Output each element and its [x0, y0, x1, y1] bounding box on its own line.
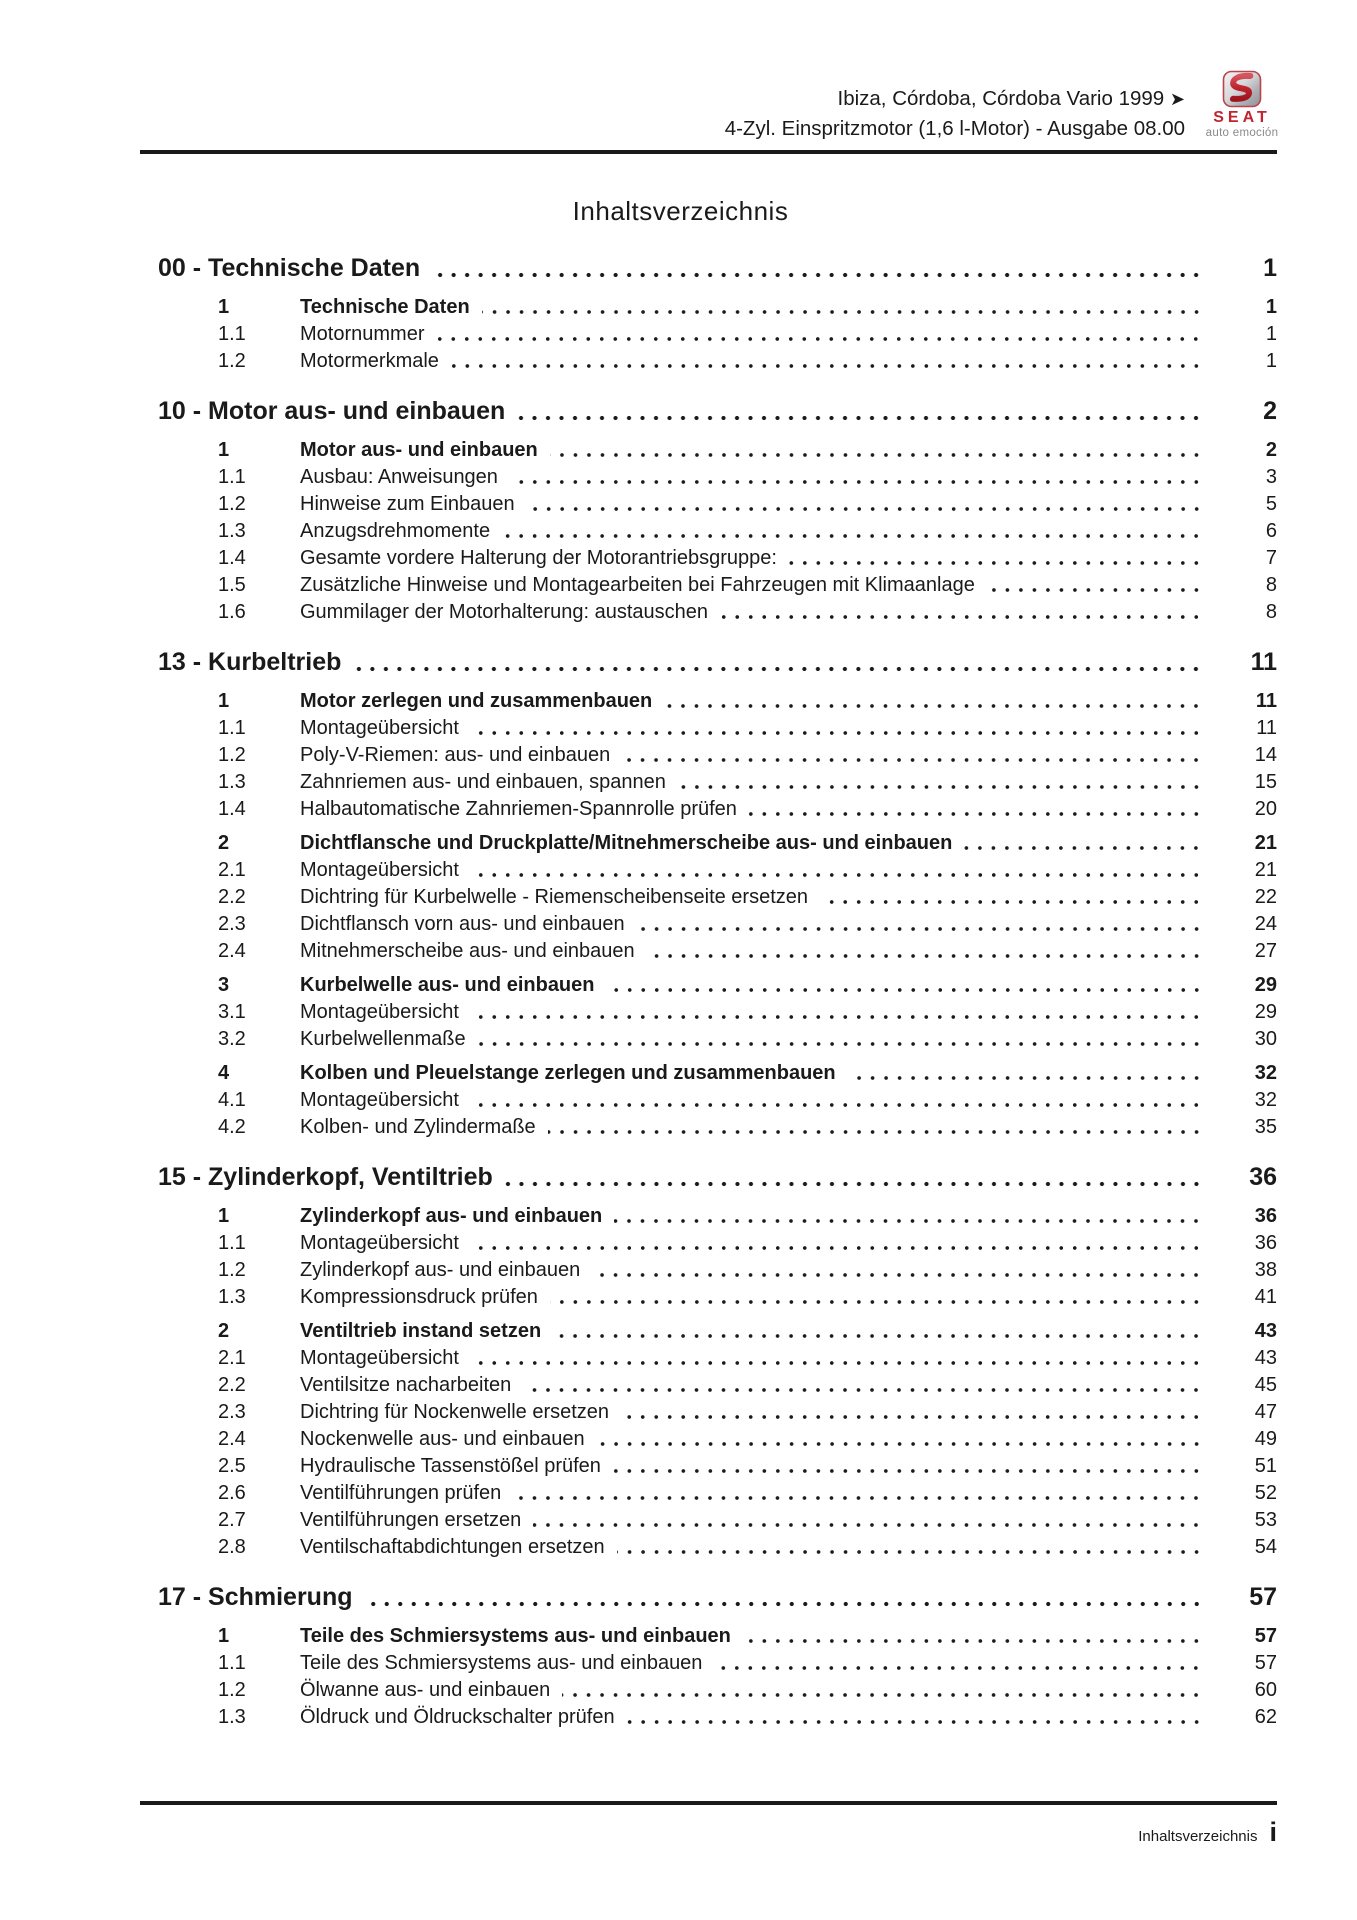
header-line2: 4-Zyl. Einspritzmotor (1,6 l-Motor) - Ausgabe 08.00 — [724, 117, 1185, 140]
header-model-text: Ibiza, Córdoba, Córdoba Vario 1999 — [837, 87, 1165, 110]
section-heading-label: 13 - Kurbeltrieb — [158, 648, 342, 676]
toc-entry — [158, 830, 1277, 857]
entry-page-number: 36 — [1254, 1232, 1277, 1254]
toc-entry — [158, 742, 1277, 769]
entry-title: Öldruck und Öldruckschalter prüfen — [300, 1706, 615, 1728]
entry-title: Motor aus- und einbauen — [300, 439, 538, 461]
toc-section-heading — [158, 1161, 1277, 1194]
dot-leader — [621, 1414, 1203, 1420]
entry-page-number: 2 — [1265, 439, 1277, 461]
entry-page-number: 53 — [1254, 1509, 1277, 1531]
dot-leader — [562, 1692, 1203, 1698]
entry-page-number: 29 — [1254, 974, 1277, 996]
dot-leader — [550, 452, 1203, 458]
entry-number: 2.3 — [218, 1401, 246, 1423]
entry-number: 2.2 — [218, 886, 246, 908]
toc-section — [158, 1161, 1277, 1561]
toc-entry — [158, 518, 1277, 545]
dot-leader — [510, 479, 1203, 485]
entry-number: 1.3 — [218, 1286, 246, 1308]
toc-entry — [158, 688, 1277, 715]
toc-entry — [158, 1060, 1277, 1087]
entry-title: Zusätzliche Hinweise und Montagearbeiten bei Fahrzeugen mit Klimaanlage — [300, 574, 975, 596]
dot-leader — [548, 1129, 1203, 1135]
entry-page-number: 32 — [1254, 1062, 1277, 1084]
entry-number: 4 — [218, 1062, 230, 1084]
toc-entry — [158, 972, 1277, 999]
entry-title: Kurbelwellenmaße — [300, 1028, 466, 1050]
seat-wordmark: SEAT — [1213, 109, 1271, 126]
entry-number: 1.2 — [218, 744, 246, 766]
footer-label: Inhaltsverzeichnis — [1138, 1828, 1258, 1845]
entry-page-number: 32 — [1254, 1089, 1277, 1111]
entry-page-number: 43 — [1254, 1320, 1277, 1342]
entry-page-number: 47 — [1254, 1401, 1277, 1423]
entry-number: 1.1 — [218, 466, 246, 488]
entry-number: 4.1 — [218, 1089, 246, 1111]
entry-title: Ventilführungen ersetzen — [300, 1509, 522, 1531]
entry-page-number: 6 — [1265, 520, 1277, 542]
entry-number: 2.3 — [218, 913, 246, 935]
dot-leader — [987, 587, 1203, 593]
dot-leader — [550, 1299, 1203, 1305]
toc-entry — [158, 1372, 1277, 1399]
toc-entry — [158, 857, 1277, 884]
dot-leader — [617, 1549, 1203, 1555]
section-page-number: 11 — [1250, 648, 1277, 676]
dot-leader — [597, 1441, 1203, 1447]
entry-page-number: 11 — [1255, 690, 1277, 712]
entry-title: Hydraulische Tassenstößel prüfen — [300, 1455, 601, 1477]
dot-leader — [527, 506, 1203, 512]
entry-page-number: 14 — [1254, 744, 1277, 766]
toc-entry — [158, 1453, 1277, 1480]
entry-title: Ventilsitze nacharbeiten — [300, 1374, 512, 1396]
section-page-number: 36 — [1249, 1163, 1277, 1191]
entry-page-number: 22 — [1254, 886, 1277, 908]
toc-entry — [158, 1203, 1277, 1230]
entry-title: Zylinderkopf aus- und einbauen — [300, 1205, 603, 1227]
entry-title: Motornummer — [300, 323, 425, 345]
toc-entry — [158, 1318, 1277, 1345]
dot-leader — [471, 1360, 1203, 1366]
dot-leader — [743, 1638, 1203, 1644]
entry-page-number: 11 — [1256, 717, 1277, 739]
entry-page-number: 24 — [1254, 913, 1277, 935]
entry-title: Nockenwelle aus- und einbauen — [300, 1428, 585, 1450]
entry-page-number: 36 — [1254, 1205, 1277, 1227]
entry-number: 1 — [218, 1625, 230, 1647]
dot-leader — [820, 899, 1203, 905]
entry-page-number: 20 — [1254, 798, 1277, 820]
toc-entry — [158, 1026, 1277, 1053]
section-page-number: 57 — [1249, 1583, 1277, 1611]
dot-leader — [664, 703, 1203, 709]
toc-entry — [158, 1426, 1277, 1453]
entry-title: Teile des Schmiersystems aus- und einbauen — [300, 1625, 731, 1647]
entry-number: 1.4 — [218, 547, 246, 569]
toc-section — [158, 252, 1277, 375]
entry-number: 1.3 — [218, 771, 246, 793]
dot-leader — [749, 811, 1203, 817]
dot-leader — [513, 1495, 1203, 1501]
toc-entry — [158, 1677, 1277, 1704]
section-heading-label: 17 - Schmierung — [158, 1583, 353, 1611]
dot-leader — [432, 272, 1203, 278]
entry-number: 4.2 — [218, 1116, 246, 1138]
toc-entry — [158, 1623, 1277, 1650]
dot-leader — [517, 415, 1203, 421]
entry-title: Mitnehmerscheibe aus- und einbauen — [300, 940, 635, 962]
toc-entry — [158, 1650, 1277, 1677]
entry-page-number: 57 — [1254, 1625, 1277, 1647]
toc-entry — [158, 911, 1277, 938]
entry-page-number: 43 — [1254, 1347, 1277, 1369]
entry-title: Zahnriemen aus- und einbauen, spannen — [300, 771, 666, 793]
seat-logo — [1190, 70, 1294, 140]
section-heading-label: 00 - Technische Daten — [158, 254, 421, 282]
entry-page-number: 29 — [1254, 1001, 1277, 1023]
entry-page-number: 8 — [1265, 601, 1277, 623]
entry-number: 2.6 — [218, 1482, 246, 1504]
entry-page-number: 57 — [1254, 1652, 1277, 1674]
entry-number: 3.2 — [218, 1028, 246, 1050]
entry-page-number: 41 — [1254, 1286, 1277, 1308]
toc-entry — [158, 1087, 1277, 1114]
entry-page-number: 54 — [1254, 1536, 1277, 1558]
dot-leader — [505, 1181, 1203, 1187]
section-page-number: 1 — [1263, 254, 1277, 282]
entry-number: 1.5 — [218, 574, 246, 596]
entry-number: 2.2 — [218, 1374, 246, 1396]
toc-entry — [158, 1284, 1277, 1311]
entry-page-number: 52 — [1254, 1482, 1277, 1504]
toc-section — [158, 646, 1277, 1141]
entry-title: Zylinderkopf aus- und einbauen — [300, 1259, 581, 1281]
entry-number: 2.5 — [218, 1455, 246, 1477]
dot-leader — [848, 1075, 1203, 1081]
entry-page-number: 62 — [1254, 1706, 1277, 1728]
entry-number: 1 — [218, 439, 230, 461]
toc-entry — [158, 1114, 1277, 1141]
entry-title: Montageübersicht — [300, 1347, 459, 1369]
entry-number: 3 — [218, 974, 230, 996]
toc-entry — [158, 884, 1277, 911]
entry-title: Gesamte vordere Halterung der Motorantriebsgruppe: — [300, 547, 777, 569]
toc-section-heading — [158, 1581, 1277, 1614]
header — [725, 84, 1185, 143]
entry-number: 1.3 — [218, 520, 246, 542]
toc-entry — [158, 715, 1277, 742]
toc-entry — [158, 1257, 1277, 1284]
entry-title: Ausbau: Anweisungen — [300, 466, 498, 488]
entry-number: 2.8 — [218, 1536, 246, 1558]
dot-leader — [471, 1245, 1203, 1251]
toc-entry — [158, 796, 1277, 823]
toc-section — [158, 395, 1277, 626]
entry-title: Motor zerlegen und zusammenbauen — [300, 690, 653, 712]
footer — [1138, 1817, 1277, 1848]
table-of-contents — [158, 252, 1277, 1731]
entry-page-number: 51 — [1254, 1455, 1277, 1477]
entry-title: Montageübersicht — [300, 1001, 459, 1023]
toc-section-heading — [158, 646, 1277, 679]
dot-leader — [607, 987, 1204, 993]
entry-number: 1.1 — [218, 1652, 246, 1674]
entry-title: Ventilführungen prüfen — [300, 1482, 502, 1504]
entry-title: Teile des Schmiersystems aus- und einbauen — [300, 1652, 703, 1674]
entry-number: 1 — [218, 1205, 230, 1227]
seat-tagline: auto emoción — [1205, 127, 1279, 139]
toc-section-heading — [158, 252, 1277, 285]
toc-section-heading — [158, 395, 1277, 428]
toc-entry — [158, 1230, 1277, 1257]
entry-number: 2 — [218, 1320, 230, 1342]
seat-emblem-icon — [1222, 70, 1262, 108]
entry-number: 1.2 — [218, 493, 246, 515]
entry-page-number: 3 — [1265, 466, 1277, 488]
entry-number: 1.6 — [218, 601, 246, 623]
entry-number: 2.4 — [218, 1428, 246, 1450]
dot-leader — [471, 1014, 1203, 1020]
header-line1 — [725, 84, 1185, 114]
entry-title: Montageübersicht — [300, 859, 459, 881]
entry-number: 1.1 — [218, 717, 246, 739]
entry-title: Dichtring für Nockenwelle ersetzen — [300, 1401, 610, 1423]
toc-entry — [158, 491, 1277, 518]
entry-number: 1.2 — [218, 1259, 246, 1281]
toc-entry — [158, 437, 1277, 464]
dot-leader — [471, 1102, 1203, 1108]
entry-title: Dichtflansche und Druckplatte/Mitnehmerscheibe aus- und einbauen — [300, 832, 953, 854]
entry-page-number: 38 — [1254, 1259, 1277, 1281]
footer-page-number: i — [1269, 1817, 1277, 1847]
dot-leader — [471, 872, 1203, 878]
entry-title: Kurbelwelle aus- und einbauen — [300, 974, 595, 996]
dot-leader — [451, 363, 1203, 369]
entry-page-number: 1 — [1265, 323, 1277, 345]
entry-title: Halbautomatische Zahnriemen-Spannrolle prüfen — [300, 798, 737, 820]
dot-leader — [789, 560, 1203, 566]
entry-page-number: 7 — [1265, 547, 1277, 569]
dot-leader — [436, 336, 1203, 342]
dot-leader — [471, 730, 1203, 736]
dot-leader — [523, 1387, 1203, 1393]
toc-entry — [158, 321, 1277, 348]
entry-title: Ventilschaftabdichtungen ersetzen — [300, 1536, 605, 1558]
entry-title: Ventiltrieb instand setzen — [300, 1320, 542, 1342]
entry-number: 1.4 — [218, 798, 246, 820]
toc-entry — [158, 1534, 1277, 1561]
entry-number: 2.1 — [218, 859, 246, 881]
footer-divider — [140, 1801, 1277, 1805]
entry-title: Montageübersicht — [300, 1089, 459, 1111]
entry-page-number: 15 — [1254, 771, 1277, 793]
entry-number: 3.1 — [218, 1001, 246, 1023]
dot-leader — [637, 926, 1203, 932]
toc-entry — [158, 572, 1277, 599]
entry-title: Dichtflansch vorn aus- und einbauen — [300, 913, 625, 935]
toc-entry — [158, 464, 1277, 491]
section-heading-label: 15 - Zylinderkopf, Ventiltrieb — [158, 1163, 493, 1191]
dot-leader — [502, 533, 1203, 539]
entry-number: 1.2 — [218, 1679, 246, 1701]
entry-number: 1 — [218, 690, 230, 712]
entry-page-number: 5 — [1265, 493, 1277, 515]
dot-leader — [720, 614, 1203, 620]
entry-title: Anzugsdrehmomente — [300, 520, 491, 542]
section-page-number: 2 — [1263, 397, 1277, 425]
entry-title: Montageübersicht — [300, 717, 459, 739]
toc-entry — [158, 769, 1277, 796]
dot-leader — [553, 1333, 1203, 1339]
toc-entry — [158, 348, 1277, 375]
dot-leader — [714, 1665, 1203, 1671]
entry-number: 1 — [218, 296, 230, 318]
entry-page-number: 45 — [1254, 1374, 1277, 1396]
toc-entry — [158, 938, 1277, 965]
toc-entry — [158, 1507, 1277, 1534]
toc-entry — [158, 294, 1277, 321]
entry-title: Montageübersicht — [300, 1232, 459, 1254]
dot-leader — [478, 1041, 1203, 1047]
entry-number: 1.1 — [218, 1232, 246, 1254]
section-heading-label: 10 - Motor aus- und einbauen — [158, 397, 506, 425]
entry-number: 1.1 — [218, 323, 246, 345]
dot-leader — [365, 1601, 1204, 1607]
toc-section — [158, 1581, 1277, 1731]
page-title: Inhaltsverzeichnis — [572, 196, 789, 226]
entry-number: 2.7 — [218, 1509, 246, 1531]
entry-title: Hinweise zum Einbauen — [300, 493, 515, 515]
dot-leader — [592, 1272, 1203, 1278]
entry-title: Motormerkmale — [300, 350, 439, 372]
toc-entry — [158, 1345, 1277, 1372]
entry-page-number: 21 — [1254, 859, 1277, 881]
dot-leader — [678, 784, 1203, 790]
header-divider — [140, 150, 1277, 154]
entry-page-number: 8 — [1265, 574, 1277, 596]
dot-leader — [622, 757, 1203, 763]
dot-leader — [613, 1468, 1203, 1474]
dot-leader — [614, 1218, 1203, 1224]
dot-leader — [647, 953, 1203, 959]
entry-title: Ölwanne aus- und einbauen — [300, 1679, 551, 1701]
toc-entry — [158, 1399, 1277, 1426]
entry-page-number: 49 — [1254, 1428, 1277, 1450]
entry-page-number: 60 — [1254, 1679, 1277, 1701]
entry-number: 1.3 — [218, 1706, 246, 1728]
entry-page-number: 21 — [1254, 832, 1277, 854]
entry-page-number: 1 — [1265, 350, 1277, 372]
entry-title: Kolben- und Zylindermaße — [300, 1116, 536, 1138]
entry-page-number: 1 — [1265, 296, 1277, 318]
entry-title: Kolben und Pleuelstange zerlegen und zusammenbauen — [300, 1062, 836, 1084]
entry-title: Poly-V-Riemen: aus- und einbauen — [300, 744, 611, 766]
entry-page-number: 35 — [1254, 1116, 1277, 1138]
entry-number: 2.1 — [218, 1347, 246, 1369]
toc-entry — [158, 545, 1277, 572]
dot-leader — [627, 1719, 1203, 1725]
right-arrow-icon: ➤ — [1169, 89, 1185, 109]
toc-entry — [158, 1704, 1277, 1731]
entry-title: Dichtring für Kurbelwelle - Riemenscheibenseite ersetzen — [300, 886, 809, 908]
entry-number: 2 — [218, 832, 230, 854]
toc-entry — [158, 1480, 1277, 1507]
entry-number: 1.2 — [218, 350, 246, 372]
entry-title: Kompressionsdruck prüfen — [300, 1286, 538, 1308]
toc-entry — [158, 999, 1277, 1026]
entry-number: 2.4 — [218, 940, 246, 962]
entry-page-number: 30 — [1254, 1028, 1277, 1050]
entry-page-number: 27 — [1254, 940, 1277, 962]
dot-leader — [353, 666, 1203, 672]
dot-leader — [533, 1522, 1203, 1528]
dot-leader — [482, 309, 1203, 315]
entry-title: Gummilager der Motorhalterung: austauschen — [300, 601, 708, 623]
toc-entry — [158, 599, 1277, 626]
dot-leader — [964, 845, 1203, 851]
entry-title: Technische Daten — [300, 296, 470, 318]
